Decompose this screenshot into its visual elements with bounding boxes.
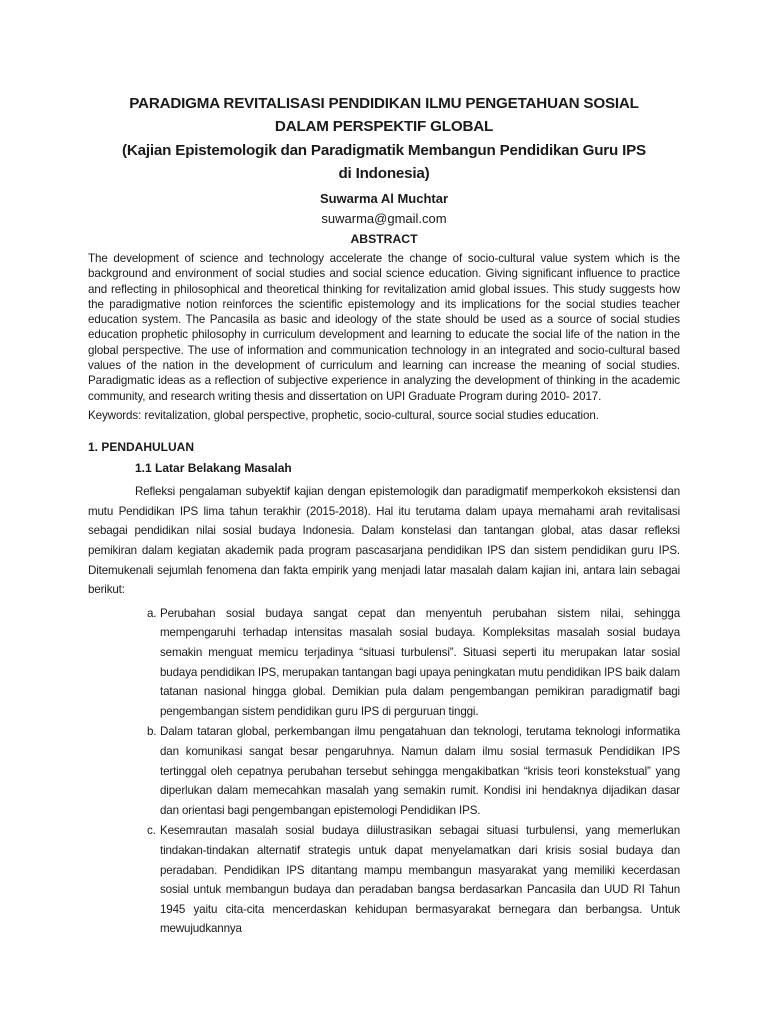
paper-subtitle-line-2: di Indonesia) — [338, 165, 430, 182]
problem-list — [88, 604, 680, 939]
author-name: Suwarma Al Muchtar — [319, 191, 449, 206]
list-item-text: Kesemrautan masalah sosial budaya diilustrasikan sebagai situasi turbulensi, yang memerlukan tindakan-tindakan alternatif strategis untuk dapat menyelamatkan dari krisis sosial budaya dan peradaban. Pendidikan IPS ditantang mampu membangun masyarakat yang memiliki kecerdasan sosial untuk membangun budaya dan peradaban bangsa berdasarkan Pancasila dan UUD RI Tahun 1945 yaitu cita-cita mencerdaskan kehidupan bermasyarakat bernegara dan berbangsa. Untuk mewujudkannya — [160, 824, 680, 936]
paper-subtitle-line-1: (Kajian Epistemologik dan Paradigmatik Membangun Pendidikan Guru IPS — [122, 142, 646, 159]
subsection-heading-latar-belakang: 1.1 Latar Belakang Masalah — [135, 461, 292, 476]
list-marker: a. — [147, 606, 157, 620]
author-email: suwarma@gmail.com — [321, 211, 447, 226]
paper-title-line-2: DALAM PERSPEKTIF GLOBAL — [274, 118, 494, 135]
list-item — [147, 722, 680, 820]
abstract-text: The development of science and technology accelerate the change of socio-cultural value system which is the background and environment of social studies and social science education. Giving significant influence to practice and reflecting in philosophical and theoretical thinking for revitalization amid global issues. This study suggests how the paradigmative notion reinforces the scientific epistemology and its implications for the social studies teacher education system. The Pancasila as basic and ideology of the state should be used as a source of social studies education prophetic philosophy in curriculum development and learning to educate the social life of the nation in the global perspective. The use of information and communication technology in an integrated and socio-cultural based values of the nation in the development of curriculum and learning can increase the meaning of social studies. Paradigmatic ideas as a reflection of subjective experience in analyzing the development of thinking in the academic community, and research writing thesis and dissertation on UPI Graduate Program during 2010- 2017. — [88, 252, 680, 403]
list-marker: c. — [147, 824, 156, 838]
list-marker: b. — [147, 725, 157, 739]
paper-page — [88, 92, 680, 939]
list-item-text: Dalam tataran global, perkembangan ilmu pengatahuan dan teknologi, terutama teknologi informatika dan komunikasi sangat besar pengaruhnya. Namun dalam ilmu sosial termasuk Pendidikan IPS tertinggal oleh cepatnya perubahan tersebut sehingga mengakibatkan “krisis teori konstekstual” yang diperlukan dalam memecahkan masalah yang semakin rumit. Kondisi ini hendaknya dijadikan dasar dan orientasi bagi pengembangan epistemologi Pendidikan IPS. — [160, 725, 680, 817]
paper-title — [88, 92, 680, 138]
intro-paragraph: Refleksi pengalaman subyektif kajian dengan epistemologik dan paradigmatif memperkokoh eksistensi dan mutu Pendidikan IPS lima tahun terakhir (2015-2018). Hal itu terutama dalam upaya memahami arah revitalisasi sebagai pendidikan nilai sosial budaya Indonesia. Dalam konstelasi dan tantangan global, atas dasar refleksi pemikiran dalam kegiatan akademik pada program pascasarjana pendidikan IPS dan sistem pendidikan guru IPS. Ditemukenali sejumlah fenomena dan fakta empirik yang menjadi latar masalah dalam kajian ini, antara lain sebagai berikut: — [88, 485, 680, 597]
keywords: Keywords: revitalization, global perspective, prophetic, socio-cultural, source social studies education. — [88, 408, 599, 422]
abstract-heading: ABSTRACT — [350, 232, 418, 246]
list-item — [147, 604, 680, 722]
section-heading-pendahuluan: 1. PENDAHULUAN — [88, 440, 195, 455]
list-item-text: Perubahan sosial budaya sangat cepat dan menyentuh perubahan sistem nilai, sehingga mempengaruhi terhadap intensitas masalah sosial budaya. Kompleksitas masalah sosial budaya semakin menguat memicu terjadinya “situasi turbulensi”. Situasi seperti itu merupakan latar sosial budaya pendidikan IPS, merupakan tantangan bagi upaya peningkatan mutu pendidikan IPS baik dalam tatanan nasional hingga global. Demikian pula dalam pengembangan pemikiran paradigmatif bagi pengembangan sistem pendidikan guru IPS di perguruan tinggi. — [160, 606, 680, 718]
paper-subtitle — [88, 139, 680, 185]
paper-title-line-1: PARADIGMA REVITALISASI PENDIDIKAN ILMU PENGETAHUAN SOSIAL — [129, 95, 639, 112]
list-item — [147, 821, 680, 939]
